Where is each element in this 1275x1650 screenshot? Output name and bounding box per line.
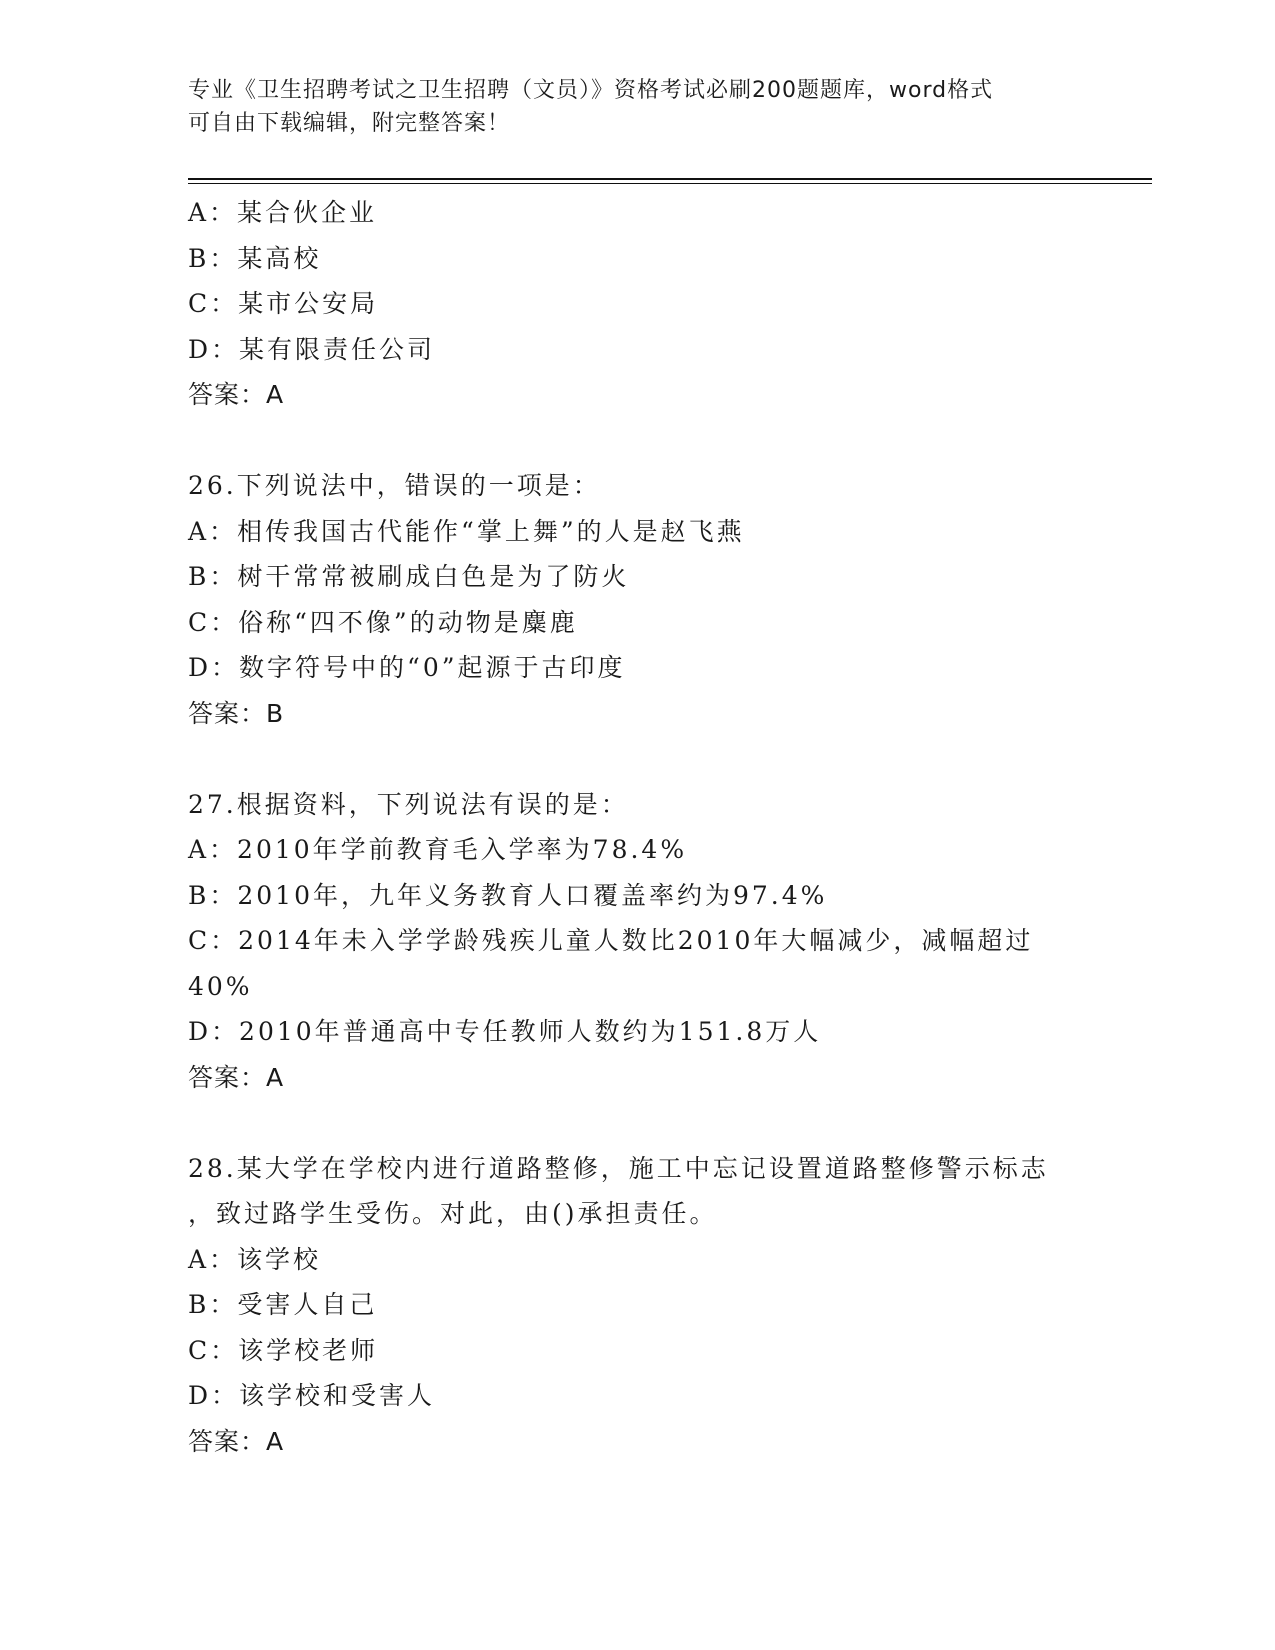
option-c: C：该学校老师 (188, 1335, 379, 1365)
option-a: A：2010年学前教育毛入学率为78.4% (188, 835, 688, 864)
header-line-1: 专业《卫生招聘考试之卫生招聘（文员）》资格考试必刷200题题库，word格式 (188, 78, 994, 103)
question-stem: 26.下列说法中，错误的一项是： (188, 471, 601, 500)
question-stem: 28.某大学在学校内进行道路整修，施工中忘记设置道路整修警示标志 (188, 1153, 1049, 1183)
answer: 答案：A (188, 1062, 285, 1092)
option-c: C：俗称“四不像”的动物是麋鹿 (188, 607, 578, 637)
option-a: A：相传我国古代能作“掌上舞”的人是赵飞燕 (188, 516, 745, 546)
spacer (188, 736, 1088, 782)
header-rule-thick (188, 178, 1152, 180)
answer: 答案：A (188, 1426, 285, 1456)
option-b: B：受害人自己 (188, 1290, 378, 1319)
option-d: D：该学校和受害人 (188, 1381, 436, 1410)
header-line-2: 可自由下载编辑，附完整答案！ (188, 111, 511, 136)
question-stem: 27.根据资料，下列说法有误的是： (188, 789, 629, 819)
question-list (188, 190, 1088, 1464)
option-c-continued: 40% (188, 971, 253, 1001)
spacer (188, 418, 1088, 464)
option-b: B：某高校 (188, 243, 322, 273)
question-27 (188, 782, 1088, 1101)
answer: 答案：A (188, 380, 285, 409)
question-25 (188, 190, 1088, 418)
question-26 (188, 463, 1088, 736)
document-header (188, 74, 1088, 140)
option-b: B：树干常常被刷成白色是为了防火 (188, 562, 630, 591)
option-c: C：2014年未入学学龄残疾儿童人数比2010年大幅减少，减幅超过 (188, 926, 1034, 955)
option-a: A：某合伙企业 (188, 198, 378, 227)
option-b: B：2010年，九年义务教育人口覆盖率约为97.4% (188, 880, 828, 910)
question-28 (188, 1146, 1088, 1465)
question-stem-continued: ，致过路学生受伤。对此，由()承担责任。 (188, 1199, 718, 1228)
spacer (188, 1100, 1088, 1146)
option-c: C：某市公安局 (188, 289, 379, 318)
header-rule-thin (188, 183, 1152, 184)
option-d: D：2010年普通高中专任教师人数约为151.8万人 (188, 1017, 822, 1046)
answer: 答案：B (188, 698, 285, 728)
option-d: D：某有限责任公司 (188, 334, 436, 364)
option-d: D：数字符号中的“0”起源于古印度 (188, 653, 626, 682)
option-a: A：该学校 (188, 1244, 322, 1274)
